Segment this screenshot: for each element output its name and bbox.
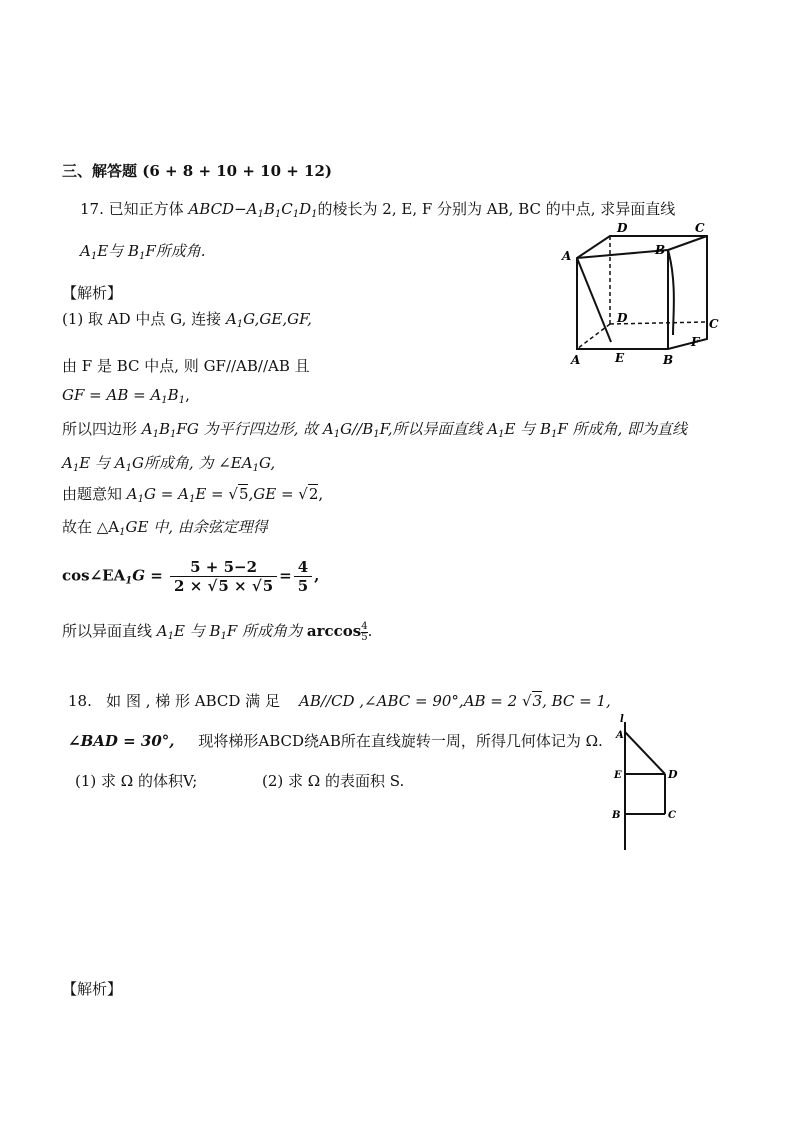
cube-label-a1: A <box>562 249 572 263</box>
trap-label-a: A <box>616 730 624 741</box>
trap-label-c: C <box>668 810 676 821</box>
q17-step4: 所以四边形 $A_1B_1FG$ 为平行四边形, 故 $A_1G//B_1F$,所以异面直线 $A_1E$ 与 $B_1F$ 所成角, 即为直线 <box>62 420 688 440</box>
cube-label-f: F <box>691 335 700 349</box>
q17-cos-formula: $\cos\angle EA_1G$ = $\frac{5 + 5-2}{2 \times √5 \times √5}$ = $\frac{4}{5}$ , <box>62 558 320 595</box>
q18-stem-line1: 18. 如 图 , 梯 形 ABCD 满 足 AB//CD ,∠ABC = 90°,AB = 2 √3, BC = 1, <box>68 692 611 710</box>
q17-step1: (1) 取 AD 中点 G, 连接 $A_1G,GE,GF$, <box>62 310 312 330</box>
q17-analysis-label: 【解析】 <box>62 284 123 302</box>
q17-step5: $A_1E$ 与 $A_1G$所成角, 为 $\angle EA_1G$, <box>62 454 276 474</box>
q17-stem-line2: $A_1E$与 $B_1F$所成角. <box>80 242 206 262</box>
trap-label-d: D <box>668 768 678 781</box>
section-header <box>62 160 332 181</box>
cube-label-d1: D <box>617 221 628 235</box>
cos-result: $\frac{4}{5}$ <box>294 558 312 595</box>
cube-figure <box>555 212 730 372</box>
section-scores: (6 + 8 + 10 + 10 + 12) <box>142 162 332 180</box>
q18-analysis-label: 【解析】 <box>62 980 123 998</box>
cube-label-c1: C <box>695 221 705 235</box>
q17-conclusion: 所以异面直线 $A_1E$ 与 $B_1F$ 所成角为 arccos $\frac{4}{5}$ . <box>62 620 373 643</box>
cube-label-b1: B <box>655 243 666 257</box>
q18-part2: (2) 求 Ω 的表面积 S. <box>262 772 405 790</box>
trap-label-l: l <box>620 714 624 725</box>
q18-part1: (1) 求 Ω 的体积V; <box>75 772 198 790</box>
cube-label-c: C <box>709 317 719 331</box>
trap-label-e: E <box>614 770 622 781</box>
section-title: 三、解答题 <box>62 162 138 180</box>
cos-fraction: $\frac{5 + 5-2}{2 \times √5 \times √5}$ <box>170 558 277 595</box>
trap-label-b: B <box>612 810 621 821</box>
cube-label-a: A <box>571 353 581 367</box>
q17-step3: GF = AB = $A_1B_1$, <box>62 386 190 406</box>
trapezoid-figure <box>600 712 690 857</box>
cube-label-e: E <box>615 351 625 365</box>
cube-label-d: D <box>617 311 628 325</box>
q17-step2: 由 F 是 BC 中点, 则 GF//AB//AB 且 <box>62 357 310 375</box>
q17-step6: 由题意知 $A_1G = A_1E = √5,GE = √2$, <box>62 485 324 505</box>
q17-step7: 故在 $\triangle A_1GE$ 中, 由余弦定理得 <box>62 518 268 538</box>
cube-label-b: B <box>663 353 674 367</box>
q18-stem-line2: ∠BAD = 30°, 现将梯形ABCD绕AB所在直线旋转一周，所得几何体记为 Ω. <box>68 732 603 750</box>
q17-stem-line1: 17. 已知正方体 $ABCD-A_1B_1C_1D_1$的棱长为 2, E, F 分别为 AB, BC 的中点, 求异面直线 <box>80 200 676 220</box>
